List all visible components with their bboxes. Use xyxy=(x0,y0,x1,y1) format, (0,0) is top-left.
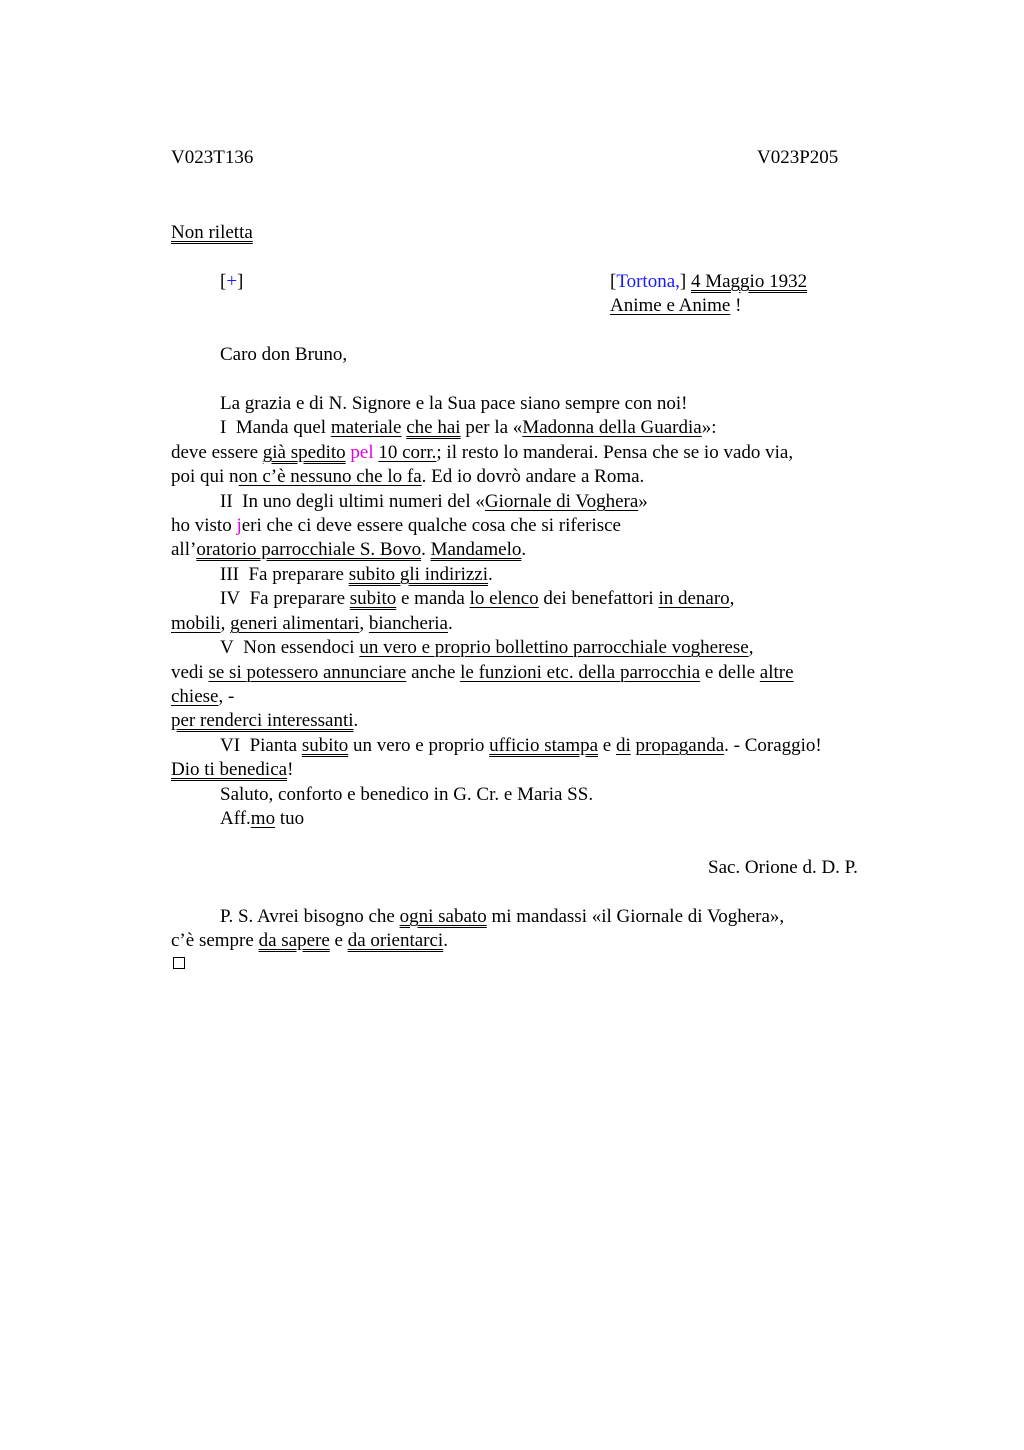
paragraph-3: III Fa preparare subito gli indirizzi. xyxy=(220,564,493,585)
paragraph-5-line-2: vedi se si potessero annunciare anche le funzioni etc. della parrocchia e delle altre xyxy=(171,662,794,683)
closing-affectionate: Aff.mo tuo xyxy=(220,808,305,829)
motto-line: Anime e Anime ! xyxy=(610,295,742,316)
paragraph-1-line-3: poi qui non c’è nessuno che lo fa. Ed io dovrò andare a Roma. xyxy=(171,466,645,487)
paragraph-2-line-3: all’oratorio parrocchiale S. Bovo. Mandamelo. xyxy=(171,539,527,560)
postscript-line-2: c’è sempre da sapere e da orientarci. xyxy=(171,930,448,951)
date: 4 Maggio 1932 xyxy=(690,271,808,292)
paragraph-4-line-2: mobili, generi alimentari, biancheria. xyxy=(171,613,453,634)
paragraph-2-line-2: ho visto jeri che ci deve essere qualche cosa che si riferisce xyxy=(171,515,621,536)
paragraph-4-line-1: IV Fa preparare subito e manda lo elenco dei benefattori in denaro, xyxy=(220,588,735,609)
paragraph-1-line-2: deve essere già spedito pel 10 corr.; il resto lo manderai. Pensa che se io vado via, xyxy=(171,442,794,463)
greeting: La grazia e di N. Signore e la Sua pace siano sempre con noi! xyxy=(220,393,688,414)
paragraph-6-line-2: Dio ti benedica! xyxy=(171,759,294,780)
paragraph-5-line-3: chiese, - xyxy=(171,686,235,707)
postscript-line-1: P. S. Avrei bisogno che ogni sabato mi mandassi «il Giornale di Voghera», xyxy=(220,906,785,927)
document-code-left: V023T136 xyxy=(171,147,254,168)
cross-symbol: + xyxy=(226,271,238,292)
salutation: Caro don Bruno, xyxy=(220,344,348,365)
place: Tortona, xyxy=(616,271,680,292)
paragraph-6-line-1: VI Pianta subito un vero e proprio ufficio stampa e di propaganda. - Coraggio! xyxy=(220,735,822,756)
status-note: Non riletta xyxy=(171,222,253,243)
document-code-right: V023P205 xyxy=(757,147,839,168)
place-date: [Tortona,] 4 Maggio 1932 xyxy=(610,271,808,292)
paragraph-5-line-4: per renderci interessanti. xyxy=(171,710,359,731)
paragraph-5-line-1: V Non essendoci un vero e proprio bollettino parrocchiale vogherese, xyxy=(220,637,754,658)
signature: Sac. Orione d. D. P. xyxy=(708,857,858,878)
end-checkbox-mark xyxy=(173,957,185,969)
closing-blessing: Saluto, conforto e benedico in G. Cr. e Maria SS. xyxy=(220,784,594,805)
paragraph-2-line-1: II In uno degli ultimi numeri del «Giornale di Voghera» xyxy=(220,491,648,512)
cross-mark: [+] xyxy=(220,271,244,292)
motto: Anime e Anime xyxy=(610,295,731,316)
paragraph-1-line-1: I Manda quel materiale che hai per la «Madonna della Guardia»: xyxy=(220,417,717,438)
